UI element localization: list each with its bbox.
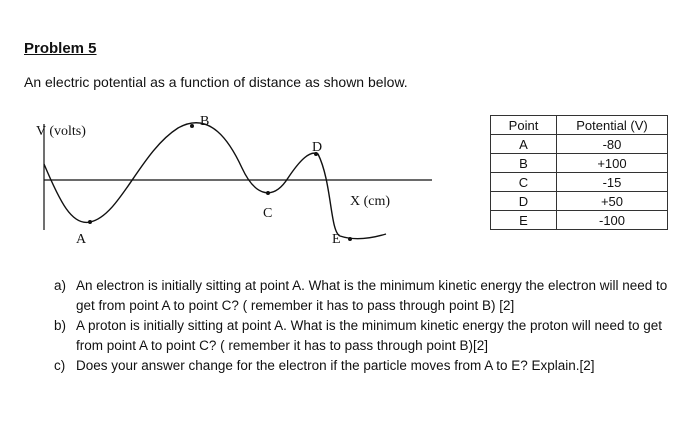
cell-potential: +100 — [557, 154, 668, 173]
point-a-marker — [88, 220, 92, 224]
question-item — [54, 316, 674, 356]
question-item — [54, 356, 674, 376]
point-e-marker — [348, 237, 352, 241]
point-label-b: B — [200, 114, 210, 129]
cell-point: A — [491, 135, 557, 154]
point-label-a: A — [76, 232, 87, 247]
potential-table — [490, 115, 668, 230]
intro-text: An electric potential as a function of distance as shown below. — [24, 74, 408, 90]
potential-graph — [20, 112, 440, 252]
header-point: Point — [491, 116, 557, 135]
cell-point: B — [491, 154, 557, 173]
problem-title: Problem 5 — [24, 40, 97, 57]
table-row — [491, 173, 668, 192]
question-marker: c) — [54, 358, 66, 373]
cell-potential: -15 — [557, 173, 668, 192]
point-c-marker — [266, 191, 270, 195]
question-marker: b) — [54, 318, 67, 333]
cell-potential: -80 — [557, 135, 668, 154]
question-text: An electron is initially sitting at point A. What is the minimum kinetic energy the electron will need to get from point A to point C? ( remember it has to pass through point B) [2] — [76, 278, 668, 313]
point-label-d: D — [312, 140, 323, 155]
table-row — [491, 135, 668, 154]
table-row — [491, 154, 668, 173]
cell-point: C — [491, 173, 557, 192]
cell-point: E — [491, 211, 557, 230]
x-axis-label: X (cm) — [350, 194, 391, 209]
potential-curve — [44, 123, 386, 239]
point-label-e: E — [332, 232, 341, 247]
header-potential: Potential (V) — [557, 116, 668, 135]
point-label-c: C — [263, 206, 273, 221]
point-b-marker — [190, 124, 194, 128]
table-row — [491, 192, 668, 211]
question-text: Does your answer change for the electron if the particle moves from A to E? Explain.[2] — [76, 358, 595, 373]
table-row — [491, 211, 668, 230]
cell-point: D — [491, 192, 557, 211]
question-item — [54, 276, 674, 316]
question-list — [54, 276, 674, 376]
cell-potential: +50 — [557, 192, 668, 211]
cell-potential: -100 — [557, 211, 668, 230]
y-axis-label: V (volts) — [36, 124, 86, 139]
table-header-row — [491, 116, 668, 135]
question-marker: a) — [54, 278, 67, 293]
question-text: A proton is initially sitting at point A. What is the minimum kinetic energy the proton will need to get from point A to point C? ( remember it has to pass through point B)[2] — [76, 318, 663, 353]
